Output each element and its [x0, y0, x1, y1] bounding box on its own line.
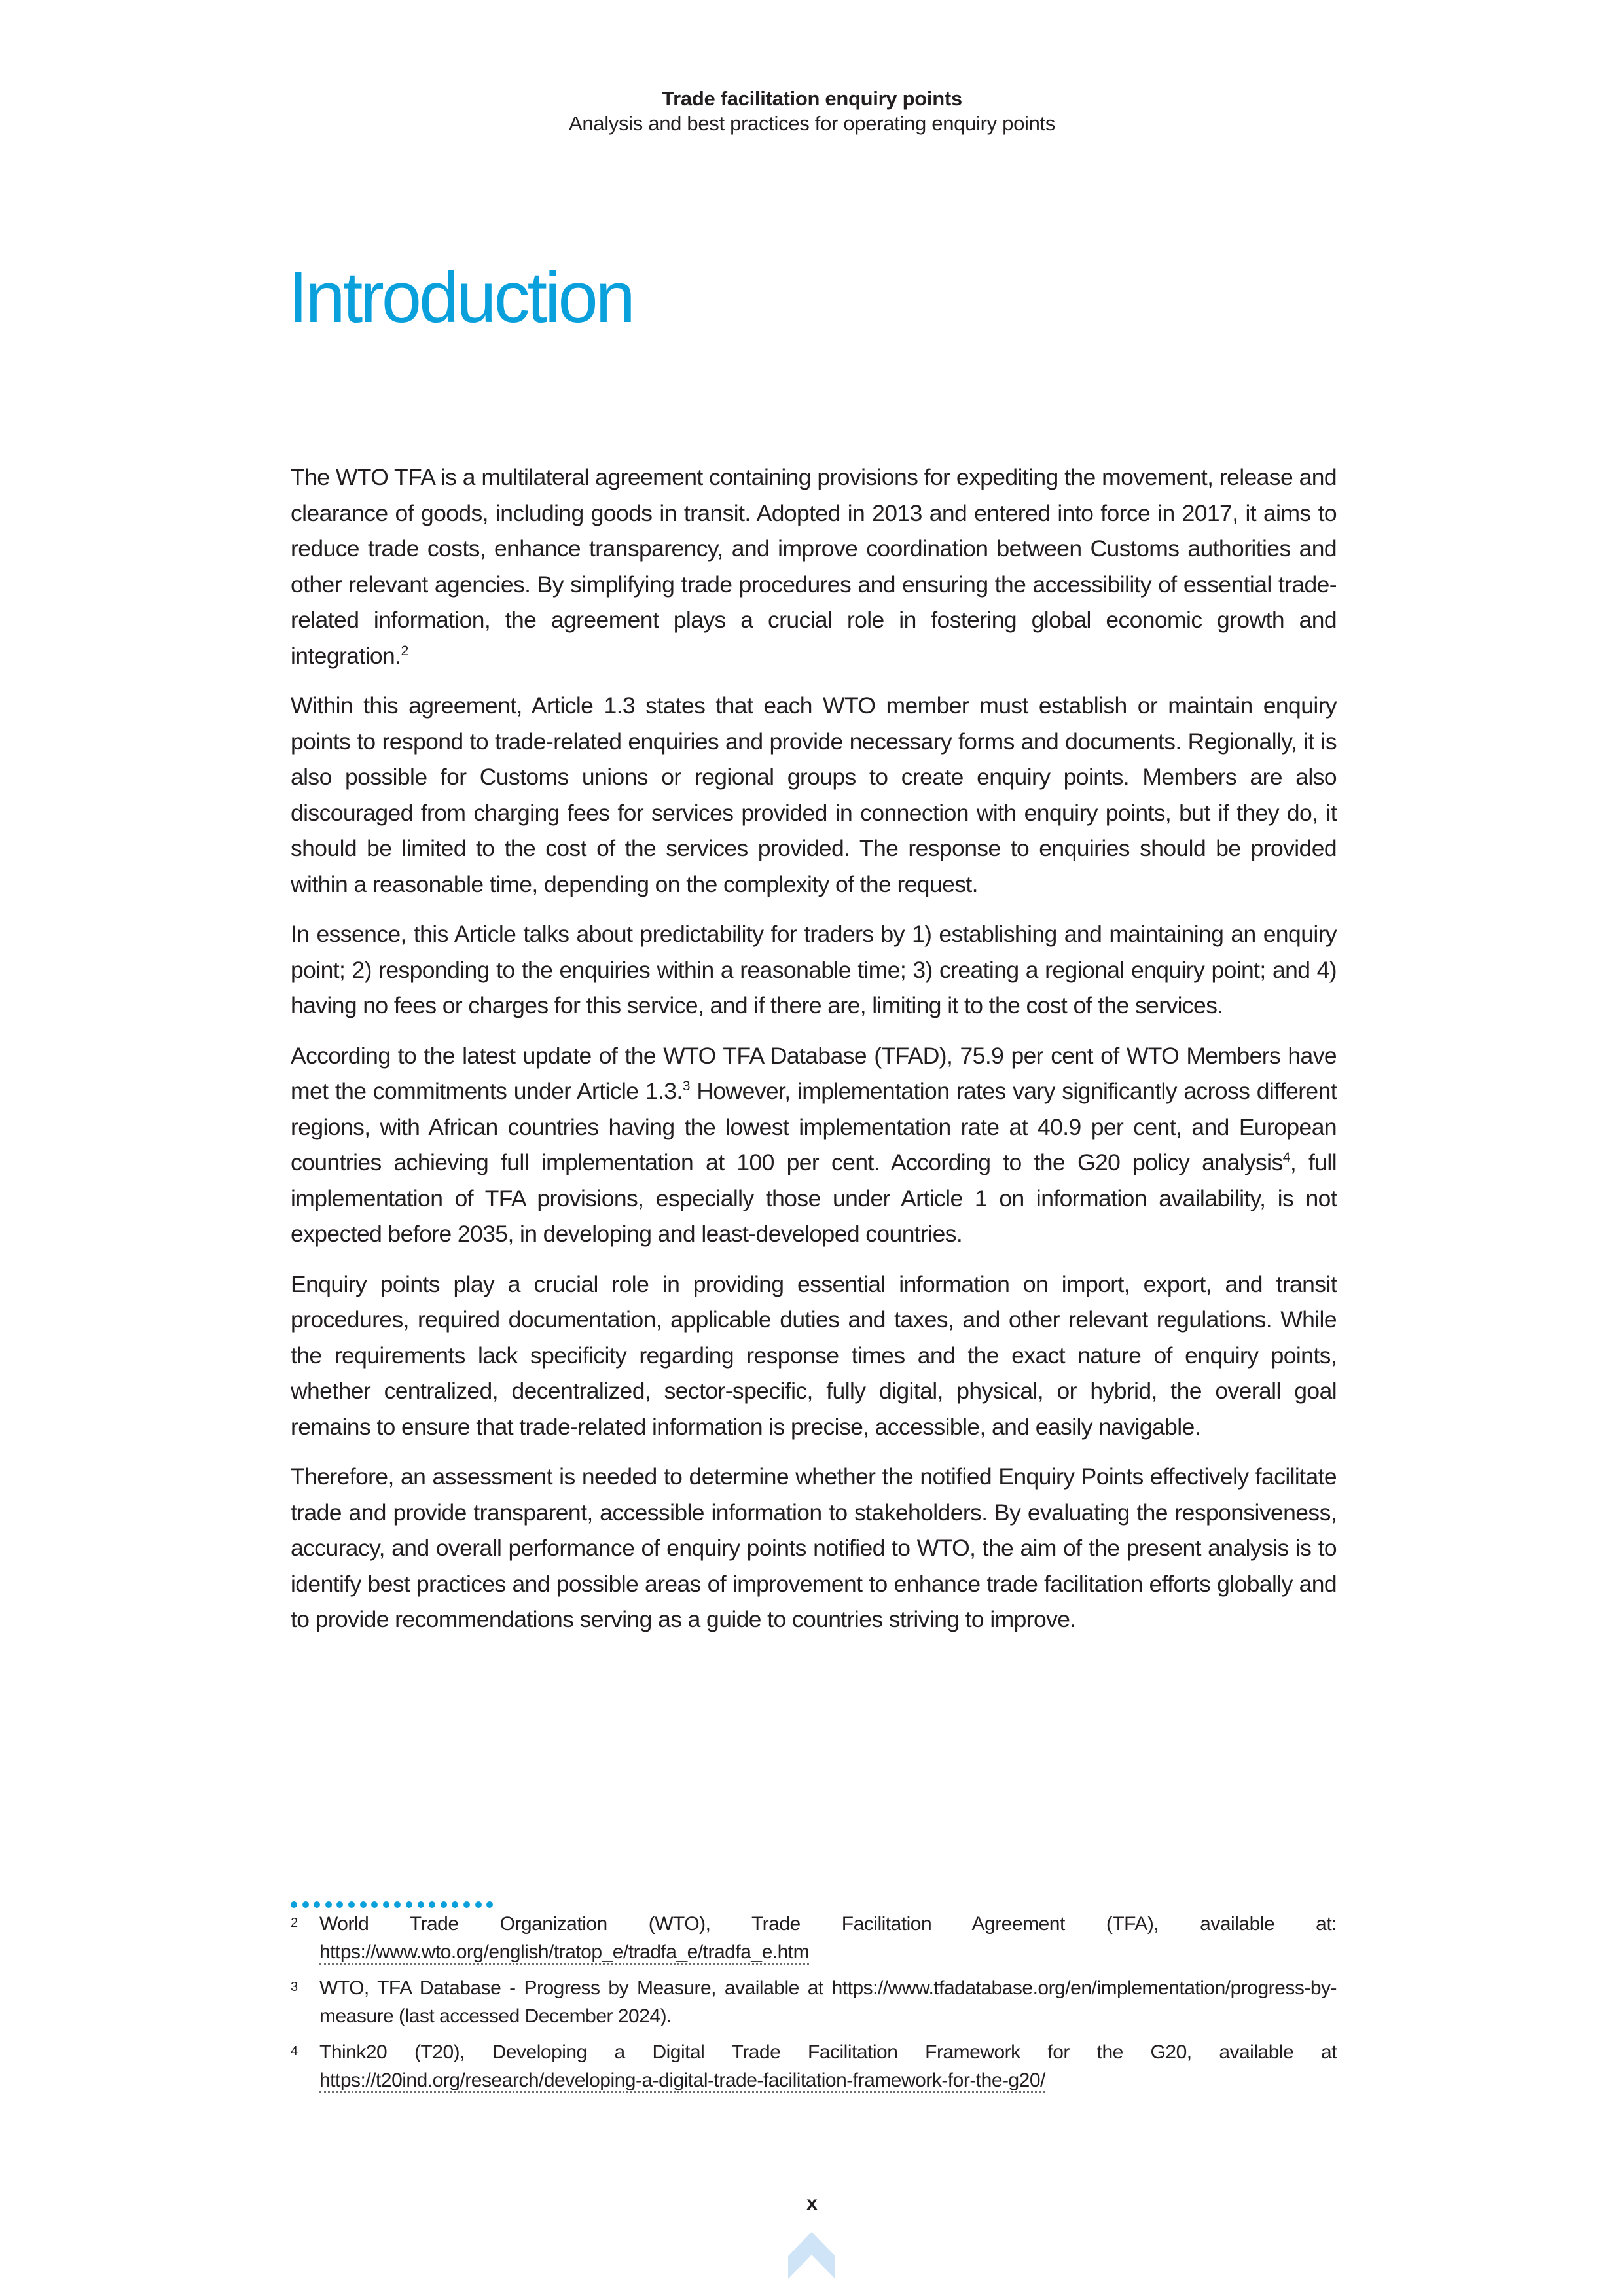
paragraph: According to the latest update of the WTO TFA Database (TFAD), 75.9 per cent of WTO Members have met the commitments under Article 1.3.$^3$ However, implementation rates vary significantly across different regions, with African countries having the lowest implementation rate at 40.9 per cent, and European countries achieving full implementation at 100 per cent. According to the G20 policy analysis$^4$, full implementation of TFA provisions, especially those under Article 1 on information availability, is not expected before 2035, in developing and least-developed countries. — [291, 1042, 1337, 1247]
chevron-up-icon[interactable] — [788, 2232, 835, 2279]
document-title: Trade facilitation enquiry points — [662, 87, 962, 110]
running-header — [0, 86, 1624, 136]
footnote-2: 2 World Trade Organization (WTO), Trade Facilitation Agreement (TFA), available at: https://www.wto.org/english/tratop_e/tradfa_e/tradfa_e.htm — [291, 1910, 1337, 1966]
footnote-number: 4 — [291, 2044, 298, 2058]
paragraph: Therefore, an assessment is needed to determine whether the notified Enquiry Points effectively facilitate trade and provide transparent, accessible information to stakeholders. By evaluating the responsiveness, accuracy, and overall performance of enquiry points notified to WTO, the aim of the present analysis is to identify best practices and possible areas of improvement to enhance trade facilitation efforts globally and to provide recommendations serving as a guide to countries striving to improve. — [291, 1463, 1337, 1632]
paragraph: In essence, this Article talks about predictability for traders by 1) establishing and maintaining an enquiry point; 2) responding to the enquiries within a reasonable time; 3) creating a regional enquiry point; and 4) having no fees or charges for this service, and if there are, limiting it to the cost of the services. — [291, 921, 1337, 1018]
footnote-link-t20[interactable]: https://t20ind.org/research/developing-a-digital-trade-facilitation-framework-for-the-g20/ — [319, 2070, 1045, 2093]
footnote-3: 3 WTO, TFA Database - Progress by Measure, available at https://www.tfadatabase.org/en/implementation/progress-by-measure (last accessed December 2024). — [291, 1974, 1337, 2030]
paragraph: Within this agreement, Article 1.3 states that each WTO member must establish or maintain enquiry points to respond to trade-related enquiries and provide necessary forms and documents. Regionally, it is also possible for Customs unions or regional groups to create enquiry points. Members are also discouraged from charging fees for services provided in connection with enquiry points, but if they do, it should be limited to the cost of the services provided. The response to enquiries should be provided within a reasonable time, depending on the complexity of the request. — [291, 692, 1337, 897]
footnote-4: 4 Think20 (T20), Developing a Digital Trade Facilitation Framework for the G20, available at https://t20ind.org/research/developing-a-digital-trade-facilitation-framework-for-the-g20/ — [291, 2038, 1337, 2094]
footnote-link-wto[interactable]: https://www.wto.org/english/tratop_e/tradfa_e/tradfa_e.htm — [319, 1941, 809, 1965]
footnote-number: 3 — [291, 1980, 298, 1994]
paragraph: The WTO TFA is a multilateral agreement containing provisions for expediting the movement, release and clearance of goods, including goods in transit. Adopted in 2013 and entered into force in 2017, it aims to reduce trade costs, enhance transparency, and improve coordination between Customs authorities and other relevant agencies. By simplifying trade procedures and ensuring the accessibility of essential trade-related information, the agreement plays a crucial role in fostering global economic growth and integration.$^2$ — [291, 464, 1337, 669]
footnote-ref[interactable]: 4 — [1282, 1149, 1290, 1166]
document-subtitle: Analysis and best practices for operating enquiry points — [568, 112, 1056, 135]
body-text — [291, 459, 1337, 1652]
paragraph: Enquiry points play a crucial role in providing essential information on import, export, and transit procedures, required documentation, applicable duties and taxes, and other relevant regulations. While the requirements lack specificity regarding response times and the exact nature of enquiry points, whether centralized, decentralized, sector-specific, fully digital, physical, or hybrid, the overall goal remains to ensure that trade-related information is precise, accessible, and easily navigable. — [291, 1270, 1337, 1440]
footnote-ref[interactable]: 3 — [682, 1078, 690, 1094]
footnote-number: 2 — [291, 1916, 298, 1930]
footnotes — [291, 1910, 1337, 2102]
footnote-ref[interactable]: 2 — [401, 642, 408, 658]
page-number: x — [806, 2193, 818, 2214]
footnote-separator — [291, 1901, 493, 1908]
page-title: Introduction — [288, 257, 633, 338]
